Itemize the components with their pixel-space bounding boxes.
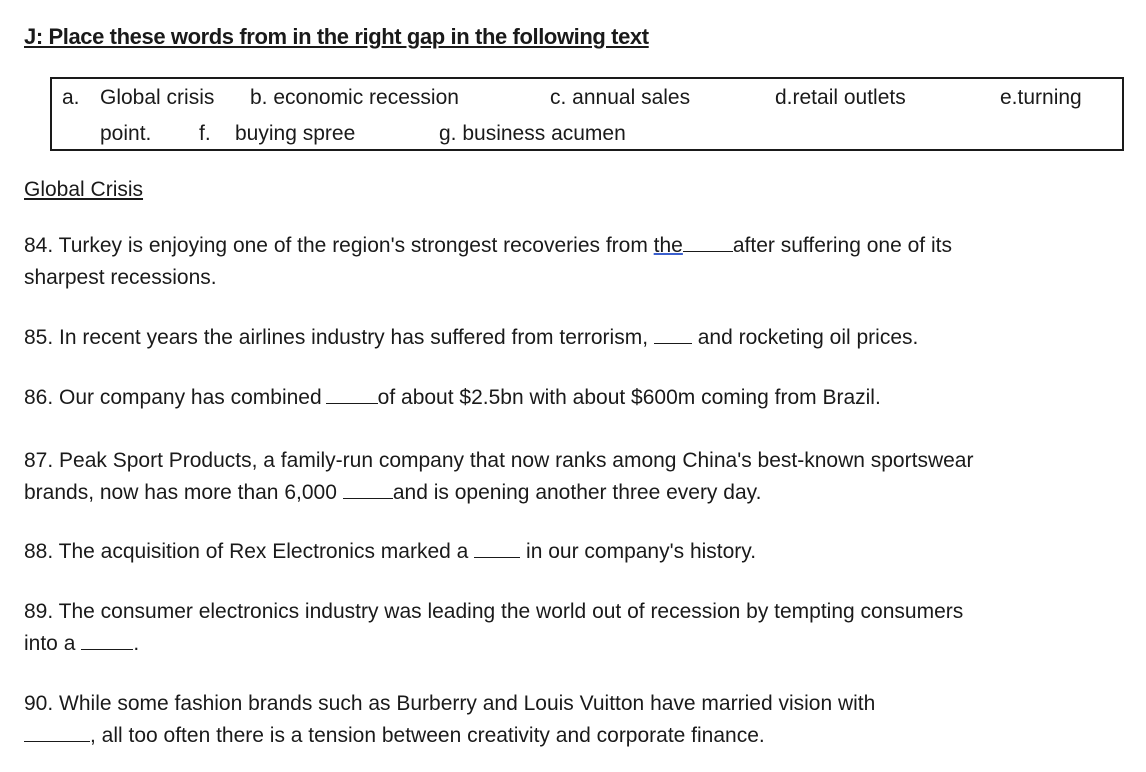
q90-text-end: , all too often there is a tension between creativity and corporate finance. bbox=[90, 724, 765, 747]
question-89 bbox=[24, 596, 1104, 660]
q90-text-line1: 90. While some fashion brands such as Burberry and Louis Vuitton have married vision with bbox=[24, 692, 876, 715]
question-84 bbox=[24, 230, 1104, 294]
word-d-retail-outlets: d.retail outlets bbox=[775, 86, 906, 109]
question-88 bbox=[24, 536, 1104, 568]
word-a-letter: a. bbox=[62, 86, 80, 109]
q86-gap[interactable] bbox=[326, 383, 378, 404]
q86-text-end: of about $2.5bn with about $600m coming from Brazil. bbox=[377, 386, 881, 409]
q88-gap[interactable] bbox=[474, 537, 520, 558]
q85-text-start: 85. In recent years the airlines industry has suffered from terrorism, bbox=[24, 326, 649, 349]
word-g-business-acumen: g. business acumen bbox=[439, 122, 626, 145]
q90-gap[interactable] bbox=[24, 721, 90, 742]
q85-text-end: and rocketing oil prices. bbox=[697, 326, 919, 349]
q89-text-line1: 89. The consumer electronics industry was leading the world out of recession by tempting consumers bbox=[24, 600, 964, 623]
question-86 bbox=[24, 382, 1104, 414]
q87-text-line1: 87. Peak Sport Products, a family-run company that now ranks among China's best-known sportswear bbox=[24, 449, 974, 472]
q87-text-end: and is opening another three every day. bbox=[392, 481, 762, 504]
word-c-annual-sales: c. annual sales bbox=[550, 86, 691, 109]
q89-gap[interactable] bbox=[81, 629, 133, 650]
q84-gap[interactable] bbox=[683, 231, 733, 252]
q86-text-start: 86. Our company has combined bbox=[24, 386, 322, 409]
word-e-point: point. bbox=[100, 122, 152, 145]
q89-text-end: . bbox=[133, 632, 140, 655]
word-e-turning: e.turning bbox=[1000, 86, 1082, 109]
q89-text-start: into a bbox=[24, 632, 76, 655]
q84-text-start: 84. Turkey is enjoying one of the region's strongest recoveries from bbox=[24, 234, 654, 257]
q88-text-start: 88. The acquisition of Rex Electronics marked a bbox=[24, 540, 469, 563]
exercise-instruction: J: Place these words from in the right gap in the following text bbox=[24, 24, 649, 49]
q84-text-line2: sharpest recessions. bbox=[24, 266, 217, 289]
word-f-letter: f. bbox=[199, 122, 211, 145]
question-85 bbox=[24, 322, 1104, 354]
question-87 bbox=[24, 445, 1104, 509]
q84-the: the bbox=[653, 234, 683, 257]
word-f-buying-spree: buying spree bbox=[235, 122, 356, 145]
q87-gap[interactable] bbox=[343, 478, 393, 499]
q87-text-start: brands, now has more than 6,000 bbox=[24, 481, 337, 504]
word-bank-box bbox=[50, 77, 1124, 151]
word-b-economic-recession: b. economic recession bbox=[250, 86, 459, 109]
q85-gap[interactable] bbox=[654, 323, 692, 344]
word-a-global-crisis: Global crisis bbox=[100, 86, 215, 109]
q84-text-end: after suffering one of its bbox=[732, 234, 952, 257]
question-90 bbox=[24, 688, 1104, 752]
section-title: Global Crisis bbox=[24, 178, 144, 201]
q88-text-end: in our company's history. bbox=[526, 540, 757, 563]
